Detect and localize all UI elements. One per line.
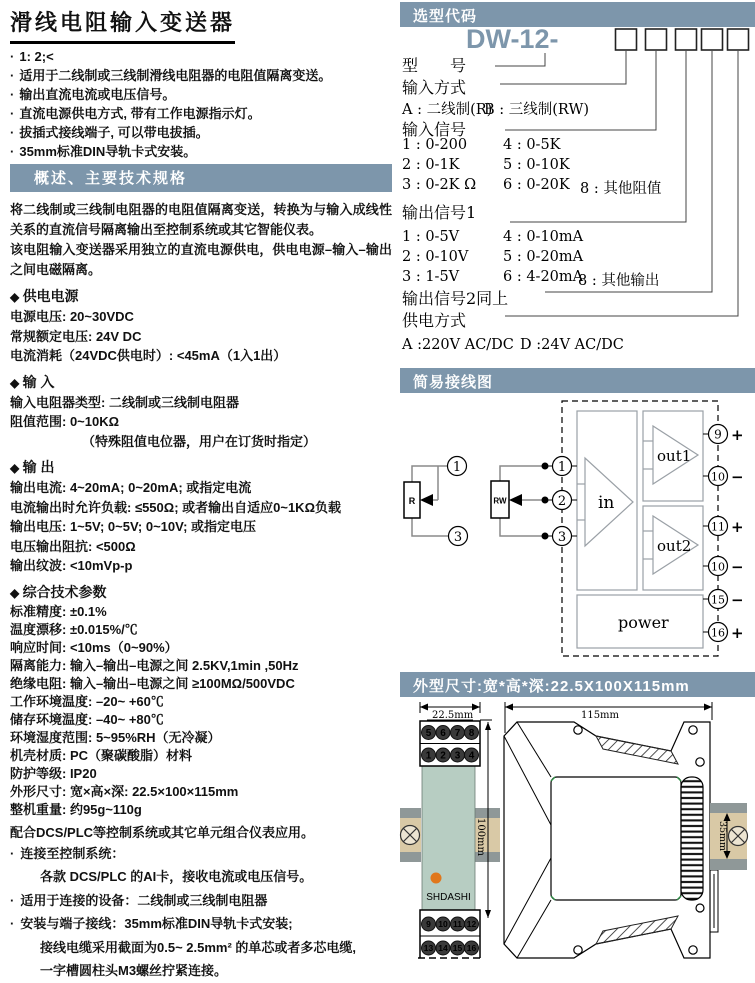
out1-block-label: out1 — [657, 447, 692, 465]
front-terminal-1: 1 — [425, 750, 432, 762]
front-terminal-14: 14 — [438, 943, 448, 953]
input-mode-option-b: B : 三线制(RW) — [484, 102, 590, 118]
input-mode-label: 输入方式 — [402, 78, 467, 97]
section-title: ◆ 输 出 — [10, 457, 392, 478]
spec-line: 机壳材质: PC（聚碳酸脂）材料 — [10, 747, 193, 763]
output-signal-option: 6 : 4-20mA — [503, 269, 584, 285]
spec-line: 环境湿度范围: 5~95%RH（无冷凝） — [10, 729, 221, 745]
input-signal-option: 3 : 0-2K Ω — [402, 177, 477, 193]
module-body — [422, 764, 475, 910]
terminal-9-sign: + — [731, 426, 744, 444]
front-terminal-11: 11 — [453, 919, 462, 929]
output-signal-option: 5 : 0-20mA — [503, 249, 584, 265]
spec-line: （特殊阻值电位器，用户在订货时指定） — [82, 433, 317, 449]
output-signal-option: 8 : 其他输出 — [578, 273, 660, 289]
application-line: 一字槽圆柱头M3螺丝拧紧连接。 — [40, 963, 228, 978]
page-title: 滑线电阻输入变送器 — [10, 6, 235, 44]
application-line: 接线电缆采用截面为0.5~ 2.5mm² 的单芯或者多芯电缆, — [40, 939, 357, 955]
height-dimension-label: 100mm — [475, 817, 486, 857]
terminal-10b-sign: − — [731, 558, 744, 576]
resistor-r-group — [404, 457, 468, 546]
spec-line: 电流输出时允许负载: ≤550Ω; 或者输出自适应0~1KΩ负载 — [10, 499, 341, 515]
in-block-label: in — [598, 493, 615, 513]
side-view — [504, 702, 748, 958]
feature-line: · 适用于二线制或三线制滑线电阻器的电阻值隔离变送。 — [10, 66, 392, 85]
spec-line: 绝缘电阻: 输入–输出–电源之间 ≥100MΩ/500VDC — [10, 675, 295, 691]
front-terminal-4: 4 — [468, 750, 475, 762]
output-signal-option: 4 : 0-10mA — [503, 229, 584, 245]
input-signal-option: 8 : 其他阻值 — [580, 181, 662, 197]
front-terminal-10: 10 — [438, 919, 448, 929]
r-terminal-1: 1 — [452, 460, 462, 475]
overview-paragraph — [10, 200, 392, 280]
terminal-16-sign: + — [731, 624, 744, 642]
front-terminal-5: 5 — [425, 728, 432, 739]
output-signal-label: 输出信号1 — [402, 203, 477, 222]
section-general-specs — [10, 582, 392, 819]
selection-header-bar: 选型代码 — [400, 2, 755, 27]
application-line: · 安装与端子接线：35mm标准DIN导轨卡式安装; — [10, 912, 392, 936]
resistor-rw-group — [491, 457, 577, 546]
application-line: 各款 DCS/PLC 的AI卡，接收电流或电压信号。 — [40, 869, 313, 884]
latch-detail — [710, 870, 718, 932]
input-mode-option-a: A : 二线制(R) — [402, 102, 493, 118]
model-code-boxes — [616, 29, 749, 50]
spec-line: 工作环境温度: –20~ +60℃ — [10, 693, 164, 709]
front-terminal-9: 9 — [426, 919, 431, 929]
spec-line: 防护等级: IP20 — [10, 765, 97, 781]
output-signal-option: 3 : 1-5V — [402, 269, 460, 285]
spec-line: 外形尺寸: 宽×高×深: 22.5×100×115mm — [10, 783, 239, 799]
power-block-label: power — [618, 613, 669, 632]
section-input — [10, 372, 392, 452]
terminal-15: 15 — [711, 593, 725, 607]
width-dimension-label: 22.5mm — [432, 710, 474, 721]
spec-line: 温度漂移: ±0.015%/℃ — [10, 621, 138, 637]
dimension-drawing — [400, 700, 755, 963]
spec-line: 标准精度: ±0.1% — [10, 603, 107, 619]
module-terminal-1: 1 — [557, 460, 567, 475]
terminal-11: 11 — [711, 520, 725, 534]
output2-label: 输出信号2同上 — [402, 289, 509, 308]
terminal-10: 10 — [711, 470, 725, 484]
face-plate — [551, 777, 681, 900]
application-line: · 适用于连接的设备：二线制或三线制电阻器 — [10, 889, 392, 913]
power-mode-label: 供电方式 — [402, 311, 467, 330]
input-signal-option: 2 : 0-1K — [402, 157, 460, 173]
terminal-9: 9 — [714, 427, 722, 442]
input-signal-option: 4 : 0-5K — [503, 137, 561, 153]
ribbed-grip — [681, 777, 703, 900]
front-terminal-2: 2 — [440, 750, 446, 762]
spec-line: 输入电阻器类型: 二线制或三线制电阻器 — [10, 394, 239, 410]
input-signal-option: 5 : 0-10K — [503, 157, 570, 173]
overview-header-bar: 概述、主要技术规格 — [10, 164, 392, 192]
application-line: · 连接至控制系统： — [10, 842, 392, 866]
front-terminal-6: 6 — [440, 728, 446, 739]
application-intro: 配合DCS/PLC等控制系统或其它单元组合仪表应用。 — [10, 824, 315, 840]
spec-line: 隔离能力: 输入–输出–电源之间 2.5KV,1min ,50Hz — [10, 657, 299, 673]
front-terminal-7: 7 — [454, 728, 461, 739]
spec-line: 常规额定电压: 24V DC — [10, 328, 142, 344]
feature-line: · 1: 2;< — [10, 47, 392, 66]
power-led — [431, 873, 442, 884]
front-terminal-16: 16 — [466, 943, 477, 953]
input-signal-option: 6 : 0-20K — [503, 177, 570, 193]
section-output — [10, 457, 392, 576]
out2-block-label: out2 — [657, 537, 692, 555]
feature-line: · 拔插式接线端子, 可以带电拔插。 — [10, 123, 392, 142]
left-column — [10, 6, 392, 983]
r-terminal-3: 3 — [453, 530, 463, 545]
overview-text-1: 将二线制或三线制电阻器的电阻值隔离变送，转换为与输入成线性关系的直流信号隔离输出至控制系统或其它智能仪表。 — [10, 202, 392, 237]
r-label: R — [408, 496, 416, 506]
output-signal-option: 2 : 0-10V — [402, 249, 469, 265]
output-terminals — [703, 425, 744, 643]
front-terminal-8: 8 — [468, 728, 475, 739]
front-terminal-15: 15 — [452, 943, 463, 953]
power-option-a: A :220V AC/DC — [402, 337, 514, 353]
wiring-header-bar: 简易接线图 — [400, 368, 755, 393]
module-terminal-3: 3 — [557, 530, 567, 545]
spec-line: 阻值范围: 0~10KΩ — [10, 414, 120, 429]
front-view — [400, 702, 500, 958]
feature-line: · 直流电源供电方式, 带有工作电源指示灯。 — [10, 104, 392, 123]
feature-line: · 输出直流电流或电压信号。 — [10, 85, 392, 104]
bottom-terminal-block — [418, 910, 482, 958]
terminal-10b: 10 — [711, 560, 725, 574]
top-terminal-block — [420, 721, 480, 766]
spec-line: 响应时间: <10ms（0~90%） — [10, 639, 178, 655]
spec-line: 电压输出阻抗: <500Ω — [10, 538, 136, 554]
wiring-diagram — [400, 396, 755, 668]
dimensions-header-bar: 外型尺寸:宽*高*深:22.5X100X115mm — [400, 672, 755, 697]
section-title: ◆ 综合技术参数 — [10, 582, 392, 603]
front-terminal-12: 12 — [466, 919, 477, 929]
section-title: ◆ 输 入 — [10, 372, 392, 393]
spec-line: 输出电流: 4~20mA; 0~20mA; 或指定电流 — [10, 480, 252, 495]
spec-line: 电流消耗（24VDC供电时）: <45mA（1入1出） — [10, 348, 287, 363]
din-rail-side — [710, 803, 748, 870]
rail-dimension-label: 35mm — [717, 820, 728, 852]
model-row-label: 型 号 — [402, 56, 467, 75]
spec-line: 整机重量: 约95g~110g — [10, 801, 142, 817]
brand-label: SHDASHI — [426, 892, 471, 903]
spec-line: 输出纹波: <10mVp-p — [10, 558, 133, 573]
module-terminal-2: 2 — [557, 494, 567, 509]
right-column — [400, 0, 755, 963]
spec-line: 电源电压: 20~30VDC — [10, 309, 134, 324]
rw-label: RW — [493, 496, 507, 506]
power-option-d: D :24V AC/DC — [520, 337, 624, 353]
front-terminal-3: 3 — [454, 750, 461, 762]
section-title: ◆ 供电电源 — [10, 286, 392, 307]
terminal-16: 16 — [711, 626, 725, 640]
model-prefix: DW-12- — [466, 24, 559, 54]
input-signal-label: 输入信号 — [402, 120, 467, 139]
terminal-10-sign: − — [731, 468, 744, 486]
depth-dimension-label: 115mm — [580, 710, 620, 721]
spec-line: 输出电压: 1~5V; 0~5V; 0~10V; 或指定电压 — [10, 519, 257, 534]
feature-line: · 35mm标准DIN导轨卡式安装。 — [10, 142, 392, 161]
spec-line: 储存环境温度: –40~ +80℃ — [10, 711, 164, 727]
output-signal-option: 1 : 0-5V — [402, 229, 460, 245]
terminal-11-sign: + — [731, 518, 744, 536]
front-terminal-13: 13 — [423, 943, 434, 953]
overview-text-2: 该电阻输入变送器采用独立的直流电源供电，供电电源–输入–输出之间电磁隔离。 — [10, 242, 392, 277]
terminal-15-sign: − — [731, 591, 744, 609]
input-signal-option: 1 : 0-200 — [402, 137, 468, 153]
section-power-supply — [10, 286, 392, 366]
